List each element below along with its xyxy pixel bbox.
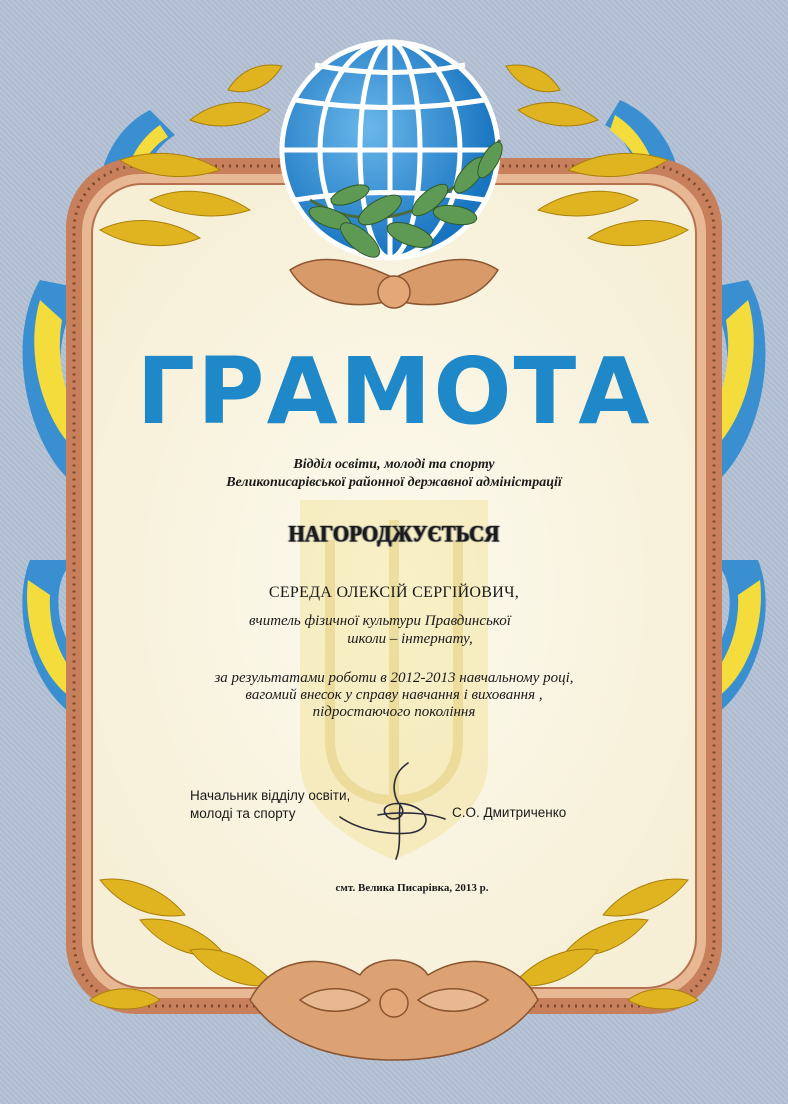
position-line-1: вчитель фізичної культури Правдинської xyxy=(249,613,511,629)
department-line-2: Великописарівської районної державної адміністрації xyxy=(226,475,562,490)
reason-line-2: вагомий внесок у справу навчання і виховання , xyxy=(245,687,543,703)
signatory-name: С.О. Дмитриченко xyxy=(452,805,567,820)
bottom-cartouche xyxy=(250,960,538,1060)
award-reason xyxy=(0,670,788,721)
award-phrase: НАГОРОДЖУЄТЬСЯ xyxy=(288,520,500,548)
department-line-1: Відділ освіти, молоді та спорту xyxy=(293,457,495,472)
signatory-title-line-1: Начальник відділу освіти, xyxy=(190,788,351,803)
position-line-2: школи – інтернату, xyxy=(347,631,473,647)
place-and-date: смт. Велика Писарівка, 2013 р. xyxy=(335,882,489,894)
reason-line-1: за результатами роботи в 2012-2013 навчальному році, xyxy=(214,670,574,686)
recipient-name: СЕРЕДА ОЛЕКСІЙ СЕРГІЙОВИЧ, xyxy=(268,584,520,601)
issuing-department xyxy=(0,456,788,492)
signatory-title xyxy=(190,787,350,823)
handwritten-signature xyxy=(330,755,450,865)
signatory-title-line-2: молоді та спорту xyxy=(190,806,296,821)
certificate-title: ГРАМОТА xyxy=(136,338,652,445)
reason-line-3: підростаючого покоління xyxy=(312,704,476,720)
recipient-position xyxy=(200,612,560,648)
